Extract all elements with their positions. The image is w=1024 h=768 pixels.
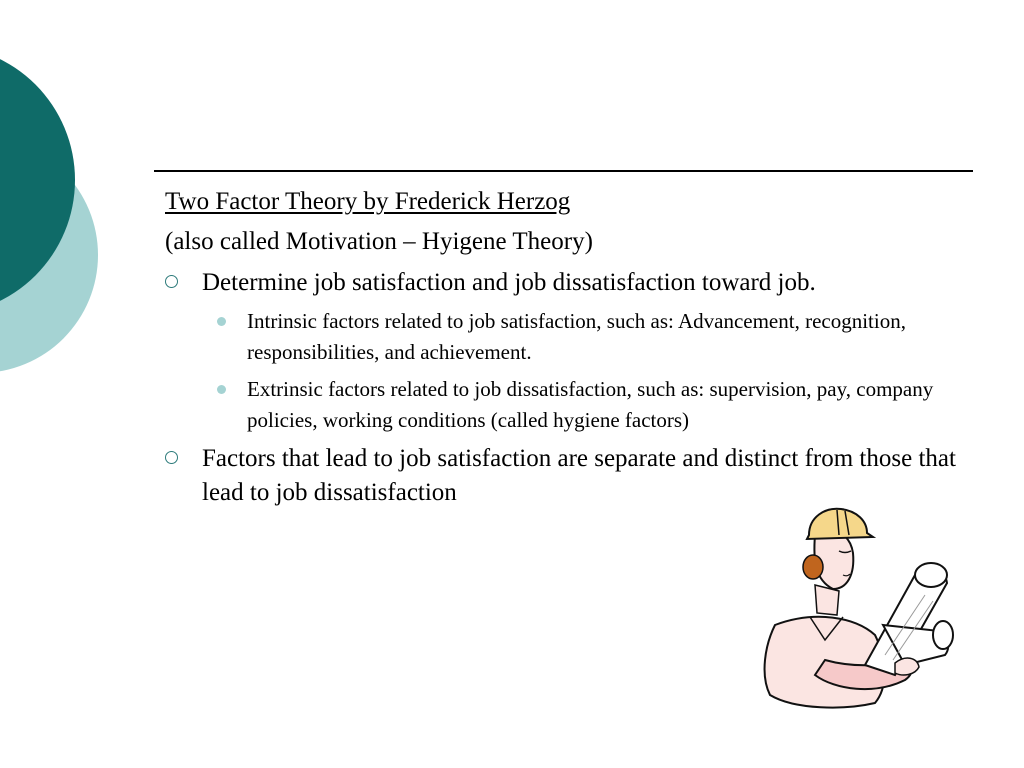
- bullet-item: [165, 266, 985, 300]
- sub-bullet-text: Extrinsic factors related to job dissatisfaction, such as: supervision, pay, company policies, working conditions (called hygiene factors): [247, 377, 934, 432]
- bullet-text: Factors that lead to job satisfaction are separate and distinct from those that lead to job dissatisfaction: [202, 445, 956, 506]
- sub-bullet-item: [165, 306, 985, 368]
- sub-bullet-text: Intrinsic factors related to job satisfaction, such as: Advancement, recognition, responsibilities, and achievement.: [247, 309, 906, 364]
- filled-dot-icon: [217, 317, 226, 326]
- bullet-text: Determine job satisfaction and job dissatisfaction toward job.: [202, 269, 816, 296]
- slide-body: [165, 186, 985, 516]
- hollow-circle-icon: [165, 451, 178, 464]
- slide-heading: Two Factor Theory by Frederick Herzog: [165, 188, 571, 215]
- hollow-circle-icon: [165, 275, 178, 288]
- slide-subheading: (also called Motivation – Hyigene Theory): [165, 228, 593, 255]
- sub-bullet-item: [165, 374, 985, 436]
- title-divider: [154, 170, 973, 172]
- filled-dot-icon: [217, 385, 226, 394]
- worker-with-blueprints-clipart: [755, 505, 960, 715]
- bullet-item: [165, 442, 985, 510]
- decorative-circles: [0, 0, 120, 420]
